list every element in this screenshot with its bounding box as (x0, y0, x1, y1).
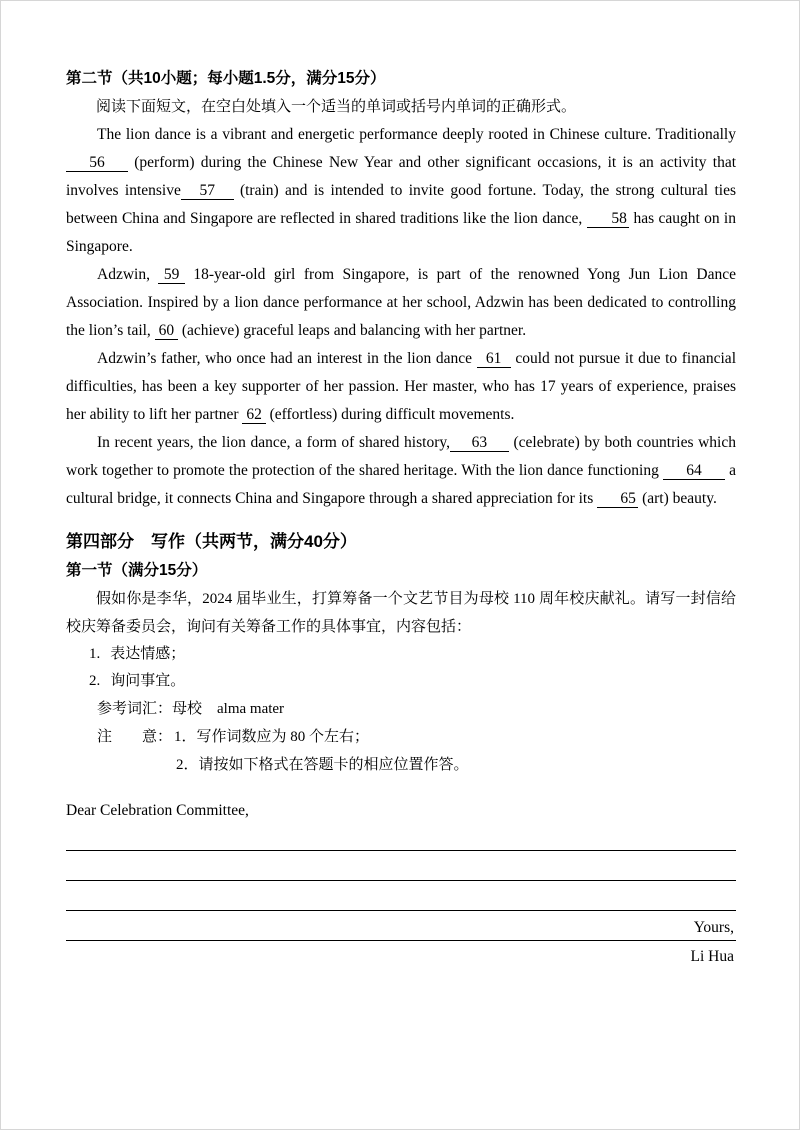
note-2: 2．请按如下格式在答题卡的相应位置作答。 (176, 757, 469, 773)
writing-prompt: 假如你是李华，2024 届毕业生，打算筹备一个文艺节目为母校 110 周年校庆献礼。请写一封信给校庆筹备委员会，询问有关筹备工作的具体事宜，内容包括： (66, 591, 736, 635)
notes-row-1 (66, 723, 736, 751)
fill-blank-58: 58 (587, 210, 630, 228)
writing-line-3 (66, 881, 736, 911)
section2-heading: 第二节（共10小题；每小题1.5分，满分15分） (66, 70, 386, 87)
reference-vocab: 参考词汇：母校 alma mater (97, 701, 285, 717)
letter-salutation: Dear Celebration Committee, (66, 802, 249, 819)
writing-line-2 (66, 851, 736, 881)
fill-blank-65: 65 (597, 490, 638, 508)
note-1: 1．写作词数应为 80 个左右； (174, 729, 370, 745)
prompt-point-2 (66, 668, 736, 695)
letter-signature: Li Hua (690, 948, 734, 965)
fill-blank-63: 63 (450, 434, 509, 452)
point-number: 1. (89, 646, 101, 662)
passage-paragraph-1: The lion dance is a vibrant and energetic performance deeply rooted in Chinese culture. Traditionally 56 (perform) during the Chinese New Year and other significant occasions, it is an activity that involves intensive 57 (train) and is intended to invite good fortune. Today, the strong cultural ties between China and Singapore are reflected in shared traditions like the lion dance, 58 has caught on in Singapore. (66, 126, 736, 255)
fill-blank-56: 56 (66, 154, 128, 172)
section2-instructions: 阅读下面短文，在空白处填入一个适当的单词或括号内单词的正确形式。 (96, 99, 577, 115)
signature-row (66, 941, 736, 970)
point-number: 2. (89, 673, 101, 689)
answer-writing-area (66, 829, 736, 970)
writing-line-4 (66, 911, 736, 941)
fill-blank-59: 59 (158, 266, 184, 284)
passage-paragraph-3: Adzwin’s father, who once had an interest in the lion dance 61 could not pursue it due to financial difficulties, has been a key supporter of her passion. Her master, who has 17 years of experience, praises her ability to lift her partner 62 (effortless) during difficult movements. (66, 350, 736, 423)
fill-blank-61: 61 (477, 350, 511, 368)
fill-blank-60: 60 (155, 322, 178, 340)
fill-blank-64: 64 (663, 462, 725, 480)
notes-row-2 (66, 751, 736, 779)
notes-label: 注 意： (97, 729, 173, 745)
writing-line-1 (66, 829, 736, 851)
letter-closing: Yours, (693, 919, 734, 936)
section1-heading: 第一节（满分15分） (66, 562, 208, 579)
passage-paragraph-4: In recent years, the lion dance, a form of shared history, 63 (celebrate) by both countries which work together to promote the protection of the shared heritage. With the lion dance functioning 64 a cultural bridge, it connects China and Singapore through a shared appreciation for its 65 (art) beauty. (66, 434, 736, 507)
passage-paragraph-2: Adzwin, 59 18-year-old girl from Singapore, is part of the renowned Yong Jun Lion Dance Association. Inspired by a lion dance performance at her school, Adzwin has been dedicated to controlling the lion’s tail, 60 (achieve) graceful leaps and balancing with her partner. (66, 266, 736, 339)
prompt-point-1 (66, 641, 736, 668)
point-text: 表达情感； (110, 646, 186, 662)
fill-blank-57: 57 (181, 182, 234, 200)
fill-blank-62: 62 (242, 406, 265, 424)
part4-heading: 第四部分 写作（共两节，满分40分） (66, 532, 357, 551)
point-text: 询问事宜。 (110, 673, 186, 689)
